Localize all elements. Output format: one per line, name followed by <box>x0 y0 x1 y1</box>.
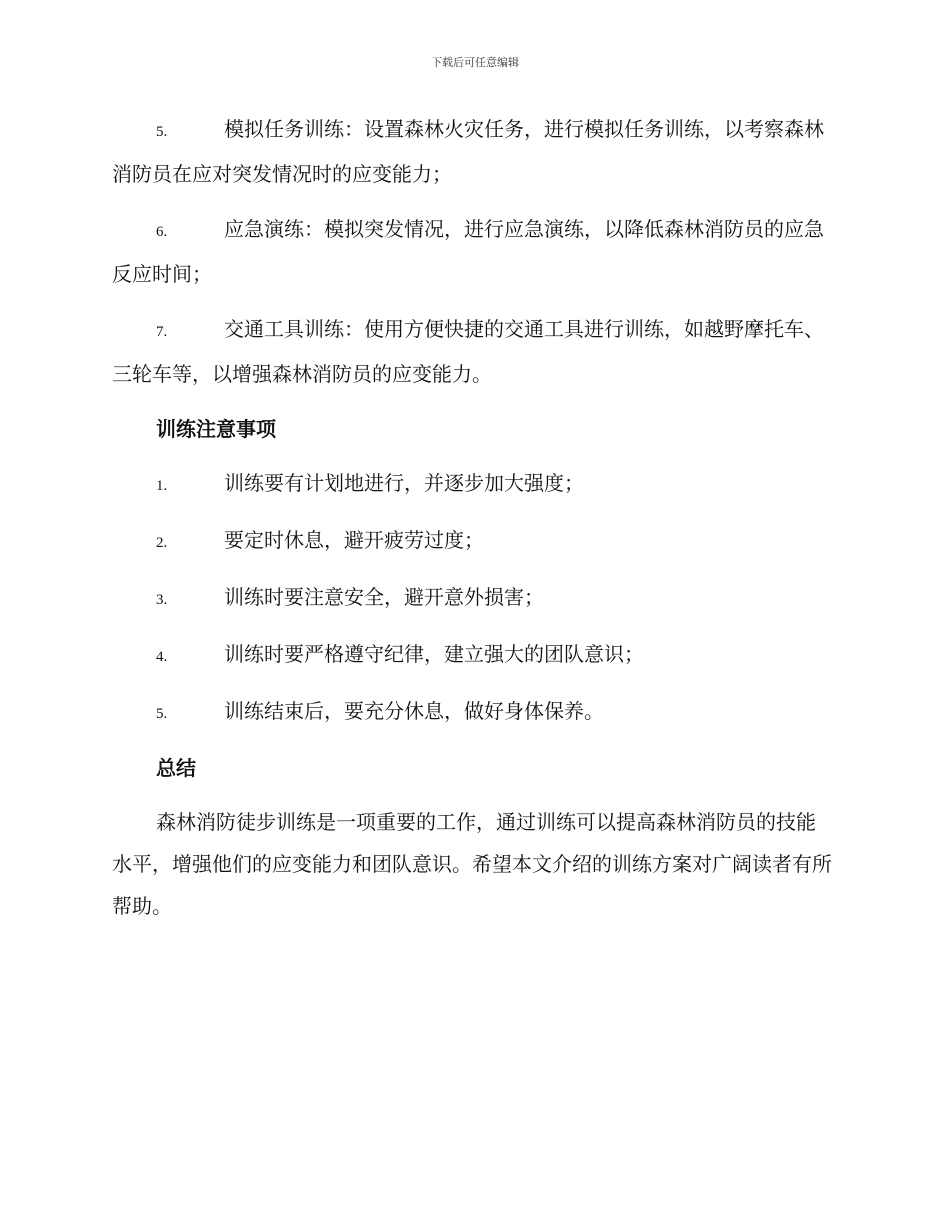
list-item <box>112 208 834 295</box>
summary-paragraph: 森林消防徒步训练是一项重要的工作，通过训练可以提高森林消防员的技能水平，增强他们的应变能力和团队意识。希望本文介绍的训练方案对广阔读者有所帮助。 <box>112 810 832 918</box>
list-item <box>112 308 834 395</box>
list-item-text: 训练时要注意安全，避开意外损害； <box>224 585 544 609</box>
list-item-number: 3. <box>156 592 168 608</box>
list-item <box>112 690 834 735</box>
list-item-text: 模拟任务训练：设置森林火灾任务，进行模拟任务训练，以考察森林消防员在应对突发情况时的应变能力； <box>112 117 824 186</box>
list-item-text: 训练要有计划地进行，并逐步加大强度； <box>224 471 584 495</box>
list-item <box>112 576 834 621</box>
list-item <box>112 108 834 195</box>
list-item <box>112 462 834 507</box>
list-item <box>112 633 834 678</box>
list-item-number: 4. <box>156 649 168 665</box>
list-item-number: 5. <box>156 706 168 722</box>
section-heading-summary: 总结 <box>156 756 196 780</box>
list-item-number: 1. <box>156 478 168 494</box>
list-item <box>112 519 834 564</box>
page-header: 下载后可任意编辑 <box>431 56 519 69</box>
list-item-text: 训练时要严格遵守纪律，建立强大的团队意识； <box>224 642 644 666</box>
list-item-text: 训练结束后，要充分休息，做好身体保养。 <box>224 699 604 723</box>
list-item-number: 2. <box>156 535 168 551</box>
list-item-number: 5. <box>156 124 168 140</box>
list-item-text: 交通工具训练：使用方便快捷的交通工具进行训练，如越野摩托车、三轮车等，以增强森林消防员的应变能力。 <box>112 317 824 386</box>
list-item-text: 应急演练：模拟突发情况，进行应急演练，以降低森林消防员的应急反应时间； <box>112 217 824 286</box>
list-item-text: 要定时休息，避开疲劳过度； <box>224 528 484 552</box>
section-heading-notes: 训练注意事项 <box>156 417 276 441</box>
list-item-number: 6. <box>156 224 168 240</box>
list-item-number: 7. <box>156 324 168 340</box>
document-body <box>112 108 834 927</box>
